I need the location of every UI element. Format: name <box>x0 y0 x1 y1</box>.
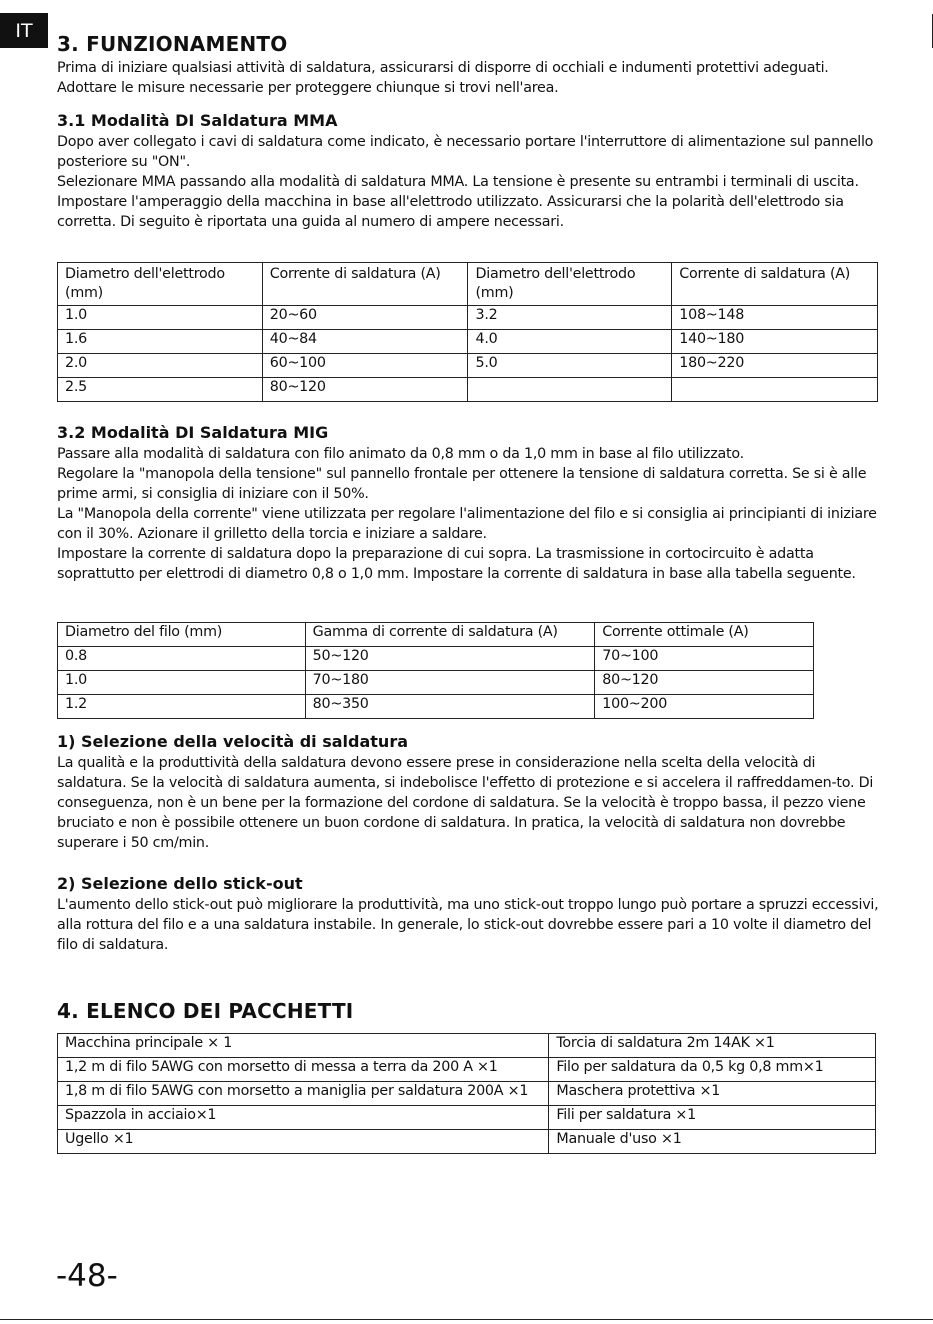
table-cell: Torcia di saldatura 2m 14AK ×1 <box>549 1034 876 1058</box>
page-number: -48- <box>56 1258 118 1294</box>
header-cell: Diametro dell'elettrodo (mm) <box>58 263 263 306</box>
table-header-row <box>58 623 814 647</box>
table-row <box>58 1034 876 1058</box>
mma-paragraph-2: Selezionare MMA passando alla modalità di saldatura MMA. La tensione è presente su entrambi i terminali di uscita. Impostare l'amperaggio della macchina in base all'elettrodo utilizzato. Assicurarsi che la polarità dell'elettrodo sia corretta. Di seguito è riportata una guida al numero di ampere necessari. <box>57 174 859 230</box>
header-cell: Gamma di corrente di saldatura (A) <box>305 623 595 647</box>
header-cell: Diametro del filo (mm) <box>58 623 306 647</box>
mma-current-table <box>57 262 878 402</box>
table-cell: 3.2 <box>468 306 672 330</box>
mig-current-table <box>57 622 814 719</box>
table-cell: 80~120 <box>262 378 468 402</box>
table-row <box>58 1058 876 1082</box>
table-row <box>58 695 814 719</box>
header-cell: Corrente di saldatura (A) <box>672 263 878 306</box>
header-cell: Corrente ottimale (A) <box>595 623 814 647</box>
table-row <box>58 354 878 378</box>
stickout-title: 2) Selezione dello stick-out <box>57 874 303 893</box>
table-cell: 1.2 <box>58 695 306 719</box>
table-cell: Maschera protettiva ×1 <box>549 1082 876 1106</box>
table-cell: 20~60 <box>262 306 468 330</box>
table-cell: 140~180 <box>672 330 878 354</box>
table-header-row <box>58 263 878 306</box>
bottom-rule <box>0 1319 933 1320</box>
table-cell: Ugello ×1 <box>58 1130 549 1154</box>
table-cell: 80~350 <box>305 695 595 719</box>
table-cell: 1.0 <box>58 671 306 695</box>
table-cell: 80~120 <box>595 671 814 695</box>
table-cell: 2.0 <box>58 354 263 378</box>
table-cell: Filo per saldatura da 0,5 kg 0,8 mm×1 <box>549 1058 876 1082</box>
section-4-title: 4. ELENCO DEI PACCHETTI <box>57 999 354 1023</box>
table-cell: Manuale d'uso ×1 <box>549 1130 876 1154</box>
table-cell <box>672 378 878 402</box>
page-content <box>57 30 879 1154</box>
mig-paragraph-1: Passare alla modalità di saldatura con filo animato da 0,8 mm o da 1,0 mm in base al filo utilizzato. <box>57 446 744 462</box>
table-cell: 70~100 <box>595 647 814 671</box>
table-cell: 1.0 <box>58 306 263 330</box>
table-cell: 5.0 <box>468 354 672 378</box>
mig-paragraph-4: Impostare la corrente di saldatura dopo la preparazione di cui sopra. La trasmissione in cortocircuito è adatta soprattutto per elettrodi di diametro 0,8 o 1,0 mm. Impostare la corrente di saldatura in base alla tabella seguente. <box>57 546 856 582</box>
table-cell: 100~200 <box>595 695 814 719</box>
table-cell: 4.0 <box>468 330 672 354</box>
table-row <box>58 671 814 695</box>
table-row <box>58 1082 876 1106</box>
table-row <box>58 330 878 354</box>
language-tab: IT <box>0 13 48 48</box>
speed-title: 1) Selezione della velocità di saldatura <box>57 732 408 751</box>
package-list-table <box>57 1033 876 1154</box>
table-cell <box>468 378 672 402</box>
section-3-title: 3. FUNZIONAMENTO <box>57 32 288 56</box>
table-cell: 1,8 m di filo 5AWG con morsetto a maniglia per saldatura 200A ×1 <box>58 1082 549 1106</box>
table-row <box>58 1106 876 1130</box>
intro-line-2: Adottare le misure necessarie per proteggere chiunque si trovi nell'area. <box>57 80 559 96</box>
mig-paragraph-2: Regolare la "manopola della tensione" sul pannello frontale per ottenere la tensione di saldatura corretta. Se si è alle prime armi, si consiglia di iniziare con il 50%. <box>57 466 867 502</box>
table-row <box>58 647 814 671</box>
mig-title: 3.2 Modalità DI Saldatura MIG <box>57 423 329 442</box>
table-cell: Spazzola in acciaio×1 <box>58 1106 549 1130</box>
table-cell: 50~120 <box>305 647 595 671</box>
mig-paragraph-3: La "Manopola della corrente" viene utilizzata per regolare l'alimentazione del filo e si consiglia ai principianti di iniziare con il 30%. Azionare il grilletto della torcia e iniziare a saldare. <box>57 506 877 542</box>
table-cell: 180~220 <box>672 354 878 378</box>
table-cell: 1.6 <box>58 330 263 354</box>
intro-line-1: Prima di iniziare qualsiasi attività di saldatura, assicurarsi di disporre di occhiali e indumenti protettivi adeguati. <box>57 60 829 76</box>
table-row <box>58 378 878 402</box>
table-cell: 70~180 <box>305 671 595 695</box>
mma-title: 3.1 Modalità DI Saldatura MMA <box>57 111 338 130</box>
table-cell: 108~148 <box>672 306 878 330</box>
table-cell: 60~100 <box>262 354 468 378</box>
mma-paragraph-1: Dopo aver collegato i cavi di saldatura come indicato, è necessario portare l'interruttore di alimentazione sul pannello posteriore su "ON". <box>57 134 874 170</box>
table-cell: 0.8 <box>58 647 306 671</box>
header-cell: Corrente di saldatura (A) <box>262 263 468 306</box>
table-cell: Macchina principale × 1 <box>58 1034 549 1058</box>
table-cell: 2.5 <box>58 378 263 402</box>
speed-paragraph: La qualità e la produttività della saldatura devono essere prese in considerazione nella scelta della velocità di saldatura. Se la velocità di saldatura aumenta, si indebolisce l'effetto di protezione e si accelera il raffreddamen-to. Di conseguenza, non è un bene per la formazione del cordone di saldatura. Se la velocità è troppo bassa, il pezzo viene bruciato e non è possibile ottenere un buon cordone di saldatura. In pratica, la velocità di saldatura non dovrebbe superare i 50 cm/min. <box>57 755 874 851</box>
stickout-paragraph: L'aumento dello stick-out può migliorare la produttività, ma uno stick-out troppo lungo può portare a spruzzi eccessivi, alla rottura del filo e a una saldatura instabile. In generale, lo stick-out dovrebbe essere pari a 10 volte il diametro del filo di saldatura. <box>57 897 879 953</box>
table-cell: 40~84 <box>262 330 468 354</box>
table-row <box>58 306 878 330</box>
table-cell: Fili per saldatura ×1 <box>549 1106 876 1130</box>
table-row <box>58 1130 876 1154</box>
header-cell: Diametro dell'elettrodo (mm) <box>468 263 672 306</box>
table-cell: 1,2 m di filo 5AWG con morsetto di messa a terra da 200 A ×1 <box>58 1058 549 1082</box>
